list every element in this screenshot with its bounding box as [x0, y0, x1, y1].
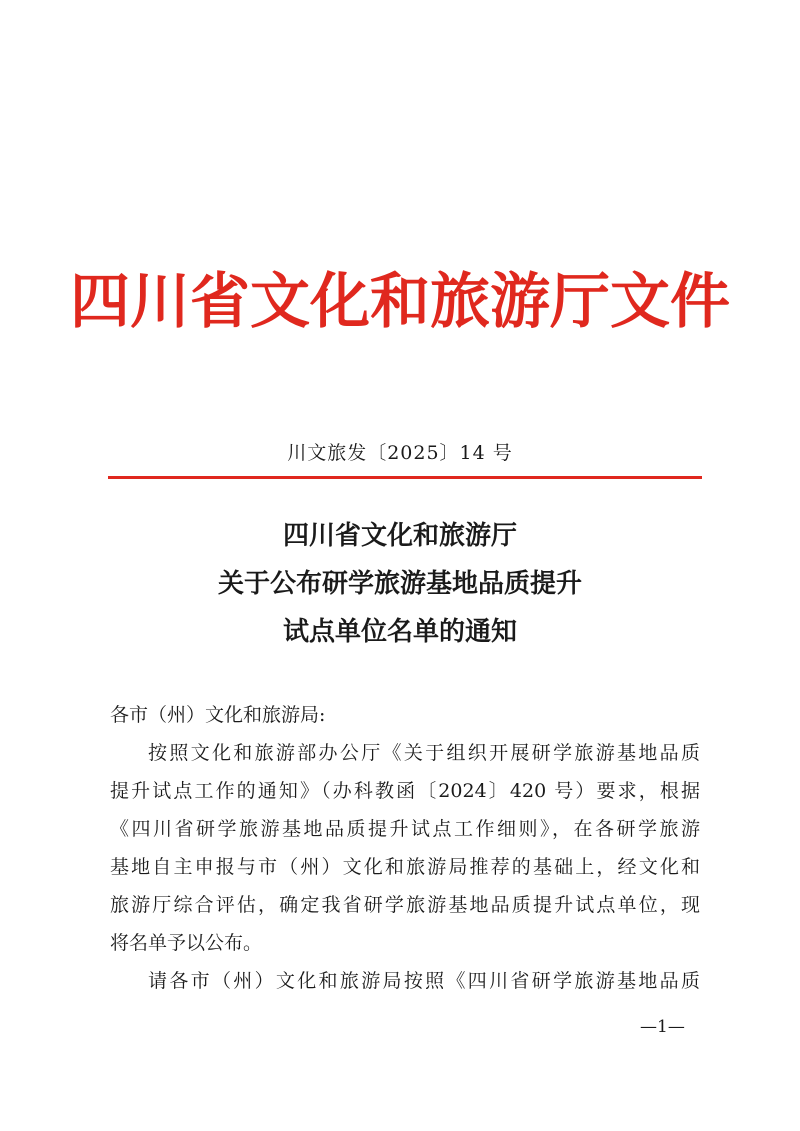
paragraph-line: 请各市（州）文化和旅游局按照《四川省研学旅游基地品质	[148, 970, 700, 992]
title-line-3: 试点单位名单的通知	[282, 617, 517, 647]
document-number: 川文旅发〔2025〕14 号	[287, 442, 513, 464]
paragraph-line: 基地自主申报与市（州）文化和旅游局推荐的基础上，经文化和	[110, 856, 700, 878]
paragraph-line: 旅游厅综合评估，确定我省研学旅游基地品质提升试点单位，现	[110, 894, 700, 916]
body-paragraph-1	[110, 734, 700, 962]
masthead-text: 四川省文化和旅游厅文件	[70, 267, 730, 337]
paragraph-line: 将名单予以公布。	[110, 932, 263, 954]
title-line-2: 关于公布研学旅游基地品质提升	[217, 569, 582, 599]
paragraph-line: 提升试点工作的通知》（办科教函〔2024〕420 号）要求，根据	[110, 780, 700, 802]
title-line-1: 四川省文化和旅游厅	[282, 521, 517, 551]
body-paragraph-2	[110, 962, 700, 1000]
paragraph-line: 《四川省研学旅游基地品质提升试点工作细则》，在各研学旅游	[110, 818, 700, 840]
document-masthead	[0, 262, 800, 342]
page-number: —1—	[640, 1017, 685, 1037]
notice-title	[0, 512, 800, 656]
paragraph-line: 按照文化和旅游部办公厅《关于组织开展研学旅游基地品质	[148, 742, 700, 764]
salutation: 各市（州）文化和旅游局:	[110, 704, 326, 726]
red-divider-rule	[108, 476, 702, 479]
